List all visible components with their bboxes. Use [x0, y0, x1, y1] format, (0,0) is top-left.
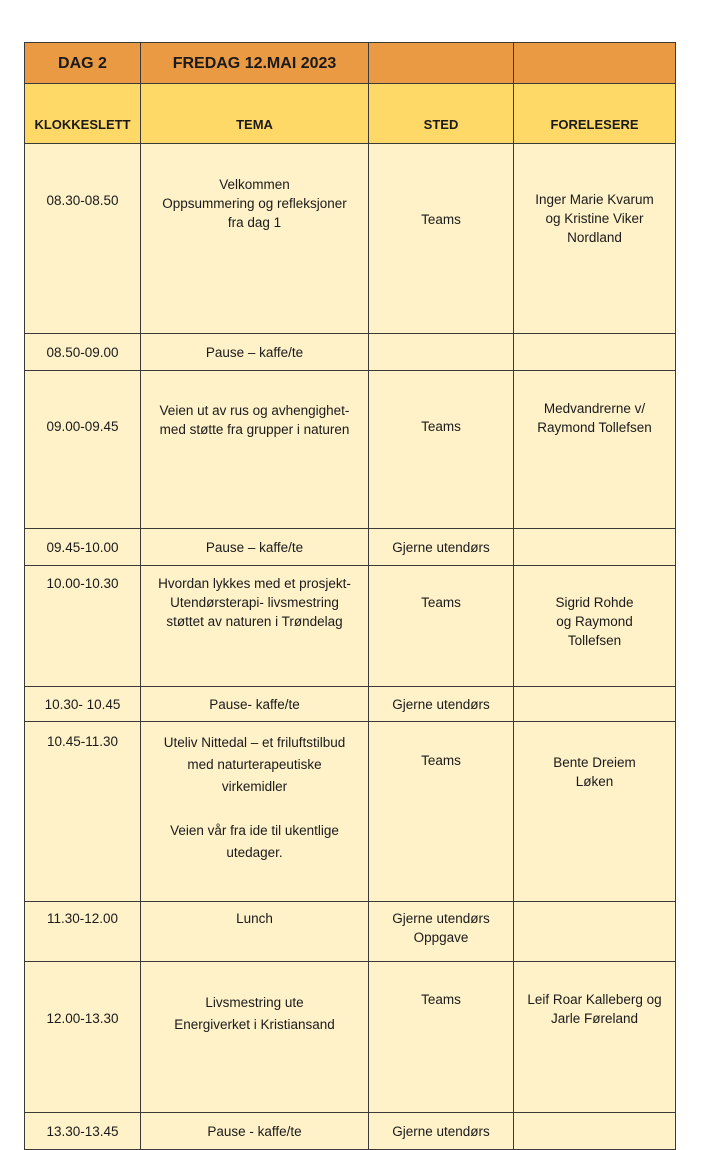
topic-cell: Veien ut av rus og avhengighet- med støtte fra grupper i naturen	[141, 371, 369, 529]
speakers-cell	[514, 334, 676, 371]
place-cell: Gjerne utendørs Oppgave	[369, 902, 514, 962]
speakers-cell	[514, 902, 676, 962]
table-row	[25, 902, 676, 962]
title-empty-cell	[514, 43, 676, 84]
day-label: DAG 2	[25, 43, 141, 84]
time-cell: 08.30-08.50	[25, 144, 141, 334]
speakers-cell	[514, 687, 676, 722]
topic-cell: Pause – kaffe/te	[141, 529, 369, 566]
time-cell: 11.30-12.00	[25, 902, 141, 962]
time-cell: 10.00-10.30	[25, 566, 141, 687]
topic-cell: Pause- kaffe/te	[141, 687, 369, 722]
title-empty-cell	[369, 43, 514, 84]
column-header-time: KLOKKESLETT	[25, 84, 141, 144]
speakers-cell	[514, 1113, 676, 1150]
table-row	[25, 371, 676, 529]
column-header-place: STED	[369, 84, 514, 144]
time-cell: 09.00-09.45	[25, 371, 141, 529]
topic-cell: Velkommen Oppsummering og refleksjoner fra dag 1	[141, 144, 369, 334]
place-cell: Teams	[369, 962, 514, 1113]
date-label: FREDAG 12.MAI 2023	[141, 43, 369, 84]
topic-cell: Pause – kaffe/te	[141, 334, 369, 371]
place-cell: Gjerne utendørs	[369, 529, 514, 566]
time-cell: 09.45-10.00	[25, 529, 141, 566]
column-header-speakers: FORELESERE	[514, 84, 676, 144]
speakers-cell: Sigrid Rohde og Raymond Tollefsen	[514, 566, 676, 687]
place-cell: Teams	[369, 722, 514, 902]
speakers-cell: Medvandrerne v/ Raymond Tollefsen	[514, 371, 676, 529]
speakers-cell	[514, 529, 676, 566]
speakers-cell: Inger Marie Kvarum og Kristine Viker Nordland	[514, 144, 676, 334]
time-cell: 12.00-13.30	[25, 962, 141, 1113]
table-row	[25, 1113, 676, 1150]
place-cell: Teams	[369, 144, 514, 334]
table-row	[25, 722, 676, 902]
place-cell: Gjerne utendørs	[369, 1113, 514, 1150]
time-cell: 10.45-11.30	[25, 722, 141, 902]
title-row	[25, 43, 676, 84]
speakers-cell: Bente Dreiem Løken	[514, 722, 676, 902]
topic-cell: Livsmestring ute Energiverket i Kristiansand	[141, 962, 369, 1113]
place-cell: Gjerne utendørs	[369, 687, 514, 722]
table-row	[25, 334, 676, 371]
time-cell: 10.30- 10.45	[25, 687, 141, 722]
time-cell: 08.50-09.00	[25, 334, 141, 371]
place-cell: Teams	[369, 371, 514, 529]
table-row	[25, 529, 676, 566]
time-cell: 13.30-13.45	[25, 1113, 141, 1150]
table-row	[25, 687, 676, 722]
topic-cell: Pause - kaffe/te	[141, 1113, 369, 1150]
place-cell	[369, 334, 514, 371]
table-row	[25, 144, 676, 334]
topic-cell: Uteliv Nittedal – et friluftstilbud med naturterapeutiske virkemidler Veien vår fra ide til ukentlige utedager.	[141, 722, 369, 902]
table-row	[25, 566, 676, 687]
table-row	[25, 962, 676, 1113]
column-header-topic: TEMA	[141, 84, 369, 144]
speakers-cell: Leif Roar Kalleberg og Jarle Føreland	[514, 962, 676, 1113]
topic-cell: Lunch	[141, 902, 369, 962]
column-header-row	[25, 84, 676, 144]
place-cell: Teams	[369, 566, 514, 687]
program-table	[24, 42, 676, 1150]
topic-cell: Hvordan lykkes med et prosjekt- Utendørsterapi- livsmestring støttet av naturen i Trøndelag	[141, 566, 369, 687]
